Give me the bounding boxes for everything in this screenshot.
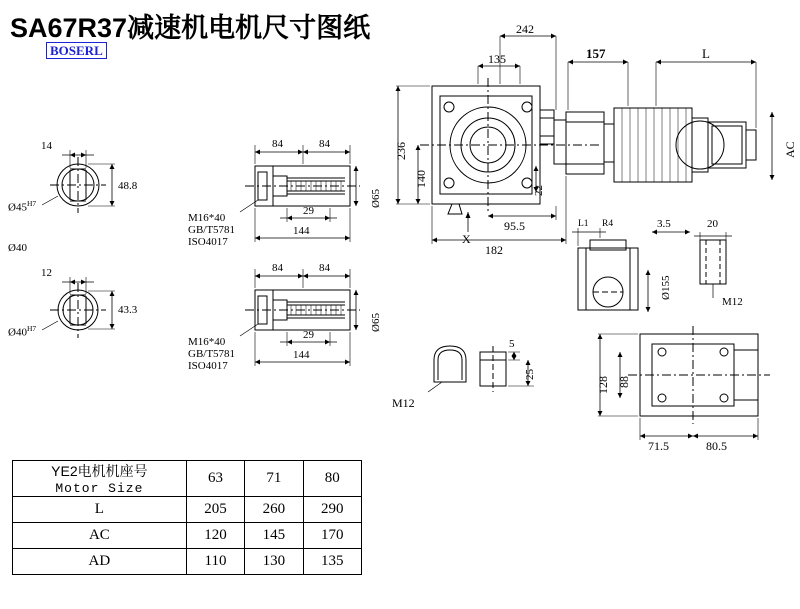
dim-label-140: 140 bbox=[414, 170, 428, 188]
dim-label-L: L bbox=[702, 46, 710, 61]
note-bolt-top: M16*40 bbox=[188, 212, 226, 224]
dim-label-43-3: 43.3 bbox=[118, 304, 138, 316]
dim-label-157: 157 bbox=[586, 46, 606, 61]
table-cell: 120 bbox=[186, 523, 244, 549]
dim-label-25: 25 bbox=[524, 369, 536, 380]
table-cell: 170 bbox=[303, 523, 361, 549]
dim-label-29-bottom: 29 bbox=[303, 329, 314, 341]
note-standard1-top: GB/T5781 bbox=[188, 224, 236, 236]
dim-label-dia65-top: Ø65 bbox=[370, 189, 382, 208]
dim-label-128: 128 bbox=[596, 376, 610, 394]
table-cell: 110 bbox=[186, 549, 244, 575]
dim-label-R4: R4 bbox=[602, 219, 614, 229]
dim-label-144-top: 144 bbox=[293, 225, 310, 237]
dim-label-5: 5 bbox=[509, 338, 515, 350]
dim-label-AC: AC bbox=[783, 141, 797, 158]
dim-label-20: 20 bbox=[707, 218, 718, 230]
table-row bbox=[13, 523, 362, 549]
dim-label-135: 135 bbox=[488, 52, 506, 66]
note-standard2-bottom: ISO4017 bbox=[188, 360, 228, 372]
table-row-label: AD bbox=[13, 549, 187, 575]
dim-label-182: 182 bbox=[485, 243, 503, 257]
dim-label-dia45: $Ø45^{H7}$ bbox=[8, 199, 37, 214]
dim-label-84-b-top: 84 bbox=[319, 138, 330, 150]
table-cell: 80 bbox=[303, 461, 361, 497]
left-bottom-section bbox=[42, 277, 115, 338]
dim-label-48-8: 48.8 bbox=[118, 180, 138, 192]
table-row-label: L bbox=[13, 497, 187, 523]
table-header-label-en: Motor Size bbox=[55, 481, 144, 496]
dim-label-22: 22 bbox=[533, 185, 545, 196]
dim-label-88: 88 bbox=[617, 376, 631, 388]
table-header-label-cn: YE2电机机座号 bbox=[51, 463, 148, 479]
note-bolt-bottom: M16*40 bbox=[188, 336, 226, 348]
bolt-cap-detail bbox=[428, 346, 534, 392]
dim-label-80-5: 80.5 bbox=[706, 439, 727, 453]
dim-label-84-b-bottom: 84 bbox=[319, 262, 330, 274]
dim-label-236: 236 bbox=[394, 142, 408, 160]
dim-label-dia155: Ø155 bbox=[660, 275, 672, 300]
brand-logo: BOSERL bbox=[46, 42, 107, 59]
table-row bbox=[13, 497, 362, 523]
dim-label-242: 242 bbox=[516, 22, 534, 36]
dim-label-3-5: 3.5 bbox=[657, 218, 671, 230]
table-cell: 145 bbox=[245, 523, 303, 549]
note-standard2-top: ISO4017 bbox=[188, 236, 228, 248]
dim-label-M12-bolt: M12 bbox=[392, 396, 415, 410]
dim-label-14: 14 bbox=[41, 140, 52, 152]
table-cell: 63 bbox=[186, 461, 244, 497]
table-header-cell bbox=[13, 461, 187, 497]
table-cell: 135 bbox=[303, 549, 361, 575]
table-cell: 130 bbox=[245, 549, 303, 575]
dim-label-29-top: 29 bbox=[303, 205, 314, 217]
table-cell: 290 bbox=[303, 497, 361, 523]
dim-label-95-5: 95.5 bbox=[504, 219, 525, 233]
dim-label-12: 12 bbox=[41, 267, 52, 279]
page-title: SA67R37减速机电机尺寸图纸 bbox=[10, 13, 371, 43]
dim-label-84-a-top: 84 bbox=[272, 138, 283, 150]
main-assembly-view bbox=[396, 34, 775, 245]
motor-size-table bbox=[12, 460, 362, 575]
dim-label-144-bottom: 144 bbox=[293, 349, 310, 361]
dim-label-dia40: $Ø40^{H7}$ bbox=[8, 324, 37, 339]
table-row bbox=[13, 549, 362, 575]
view-arrow-label-X: X bbox=[462, 232, 471, 246]
dim-label-84-a-bottom: 84 bbox=[272, 262, 283, 274]
flange-detail-view bbox=[572, 228, 732, 312]
dim-label-L1: L1 bbox=[578, 219, 589, 229]
dim-label-dia40-note: Ø40 bbox=[8, 242, 27, 254]
table-cell: 71 bbox=[245, 461, 303, 497]
note-standard1-bottom: GB/T5781 bbox=[188, 348, 236, 360]
dim-label-71-5: 71.5 bbox=[648, 439, 669, 453]
table-cell: 205 bbox=[186, 497, 244, 523]
dim-label-dia65-bottom: Ø65 bbox=[370, 313, 382, 332]
table-cell: 260 bbox=[245, 497, 303, 523]
left-top-section bbox=[42, 150, 115, 213]
table-row-label: AC bbox=[13, 523, 187, 549]
dim-label-M12-right: M12 bbox=[722, 296, 743, 308]
